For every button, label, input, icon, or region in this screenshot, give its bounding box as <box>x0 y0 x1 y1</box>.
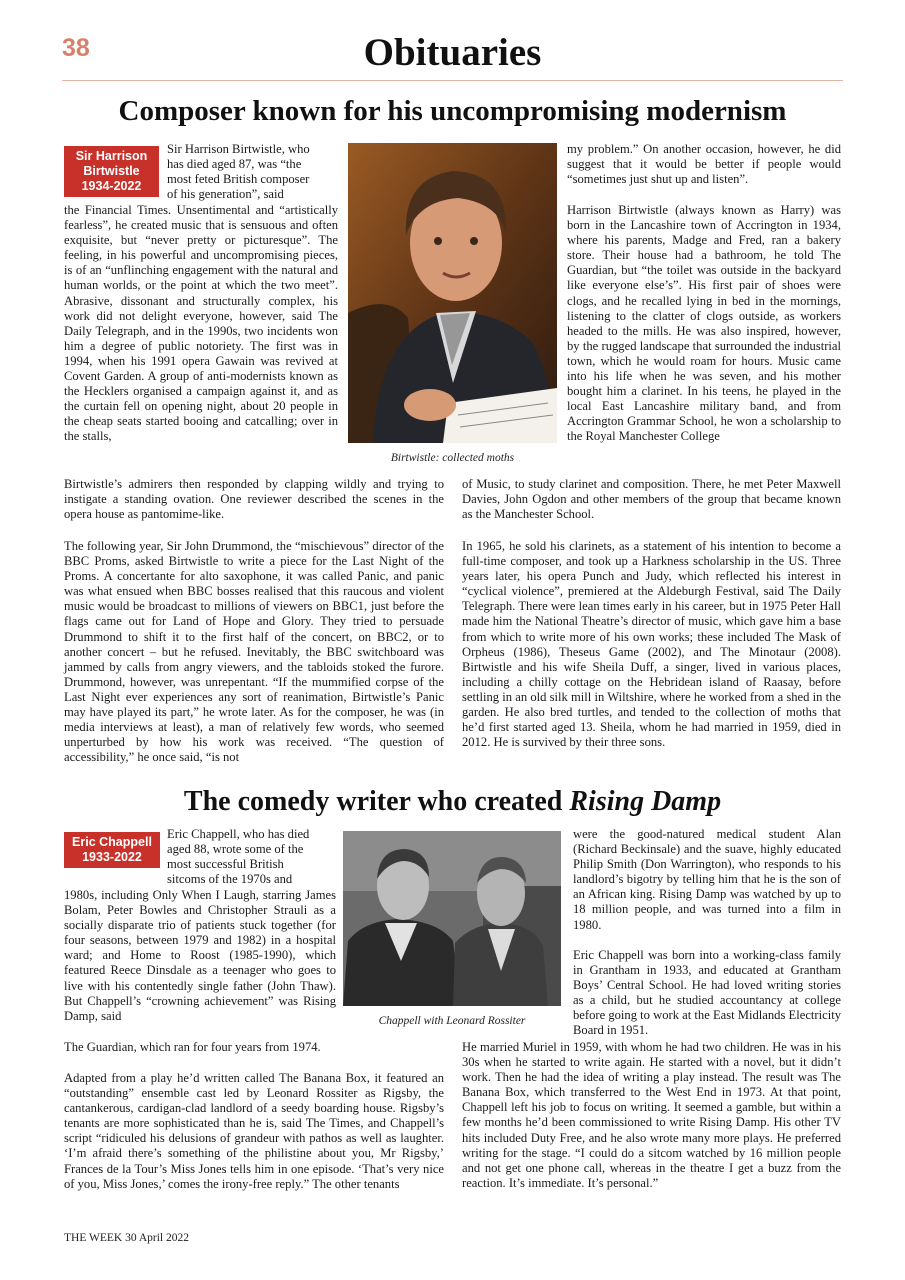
story2-headline <box>0 786 905 818</box>
story1-left-para1-cont: Birtwistle’s admirers then responded by clapping wildly and trying to instigate a standing ovation. One reviewer described the scenes in the opera house as pantomime-like. <box>64 477 444 522</box>
intro-line: has died aged 87, was “the <box>167 157 302 172</box>
badge-name: Eric Chappell <box>72 835 152 849</box>
story2-right-para1: were the good-natured medical student Alan (Richard Beckinsale) and the suave, highly educated Philip Smith (Don Warrington), who responds to his landlord’s bigotry by telling him that he is the son of an African king. Rising Damp was watched by up to 18 million people, and was turned into a film in 1980. <box>573 827 841 932</box>
intro-line: aged 88, wrote some of the <box>167 842 304 857</box>
birtwistle-caption: Birtwistle: collected moths <box>390 452 515 464</box>
chappell-photo <box>343 831 561 1006</box>
story1-left-para1: the Financial Times. Unsentimental and “artistically fearless”, he created music that is sensuous and often exquisite, but “never pretty or picturesque”. The feeling, in his powerful and uncompromising pieces, is of an “unflinching engagement with the natural and human worlds, or the point at which the two meet”. Abrasive, dissonant and structurally complex, his work did not delight everyone, however, said The Daily Telegraph, and in the 1990s, two incidents won him a degree of public notoriety. The first was in 1994, when his 1991 opera Gawain was revived at Covent Garden. A group of anti-modernists known as the Hecklers organised a campaign against it, and as the curtain fell on opening night, about 20 people in the cheap seats started booing and catcalling; over in the stalls, <box>64 203 338 444</box>
intro-line: most feted British composer <box>167 172 310 187</box>
story2-headline-italic: Rising Damp <box>569 786 722 817</box>
story1-headline: Composer known for his uncompromising modernism <box>118 95 787 127</box>
story2-intro <box>167 827 339 887</box>
story2-right-para2-cont: He married Muriel in 1959, with whom he had two children. He was in his 30s when he started to write again. He started with a novel, but it didn’t work. Then he had the idea of writing a play instead. The result was The Banana Box, which transferred to the West End in 1973. At that point, Chappell left his job to focus on writing. It seemed a gamble, but within a few months he’d been commissioned to write Rising Damp. His other TV hits included Duty Free, and he also wrote many more plays. He preferred writing for the stage. “I could do a sitcom watched by 16 million people and not get one phone call, whereas in the theatre I get a buzz from the reaction. It’s immediate. It’s personal.” <box>462 1040 841 1190</box>
story1-badge <box>64 146 159 197</box>
badge-name-line2: Birtwistle <box>83 164 140 178</box>
story2-left-para2: Adapted from a play he’d written called The Banana Box, it featured an “outstanding” ensemble cast led by Leonard Rossiter as Rigsby, the cantankerous, cardigan-clad landlord of a seedy boarding house. Rigsby’s tenants are more sophisticated than he is, said The Times, and Chappell’s script “ridiculed his delusions of grandeur with pathos as well as laughter. ‘I’m afraid there’s something of the philistine about you, Mr Rigsby,’ Frances de la Tour’s Miss Jones tells him in one episode. ‘That’s very nice of you, Miss Jones,’ comes the irony-free reply.” The other tenants <box>64 1071 444 1191</box>
story2-left-para1-cont: The Guardian, which ran for four years from 1974. <box>64 1040 321 1054</box>
birtwistle-photo <box>348 143 557 443</box>
footer-issue: THE WEEK 30 April 2022 <box>64 1232 189 1244</box>
story1-right-para3: In 1965, he sold his clarinets, as a statement of his intention to become a full-time composer, and took up a Harkness scholarship in the US. Three years later, his opera Punch and Judy, which reflected his interest in “cyclical violence”, premiered at the Aldeburgh Festival, said The Daily Telegraph. There were lean times early in his career, but in 1975 Peter Hall made him the National Theatre’s director of music, which gave him a base from which to write more of his own works; these included The Mask of Orpheus (1986), Theseus Game (2002), and The Minotaur (2008). Birtwistle and his wife Sheila Duff, a singer, lived in various places, including a chilly cottage on the Hebridean island of Raasay, before settling in an old silk mill in Wiltshire, where he worked from a shed in the garden. He also bred turtles, and tended to the collection of moths that he’d first started aged 13. Sheila, whom he had married in 1959, died in 2012. He is survived by their three sons. <box>462 539 841 750</box>
story1-left-para2: The following year, Sir John Drummond, the “mischievous” director of the BBC Proms, asked Birtwistle to write a piece for the Last Night of the Proms. A concertante for alto saxophone, it was called Panic, and panic was what ensued when BBC bosses realised that this raucous and violent music would be broadcast to millions of viewers on BBC1, just before the flags came out for Land of Hope and Glory. They tried to persuade Drummond to shift it to the first half of the concert, on BBC2, or to another concert – but he refused. Inevitably, the BBC switchboard was jammed by calls from angry viewers, and the tabloids stoked the furore. Drummond, however, was unrepentant. “If the mummified corpse of the Last Night ever experiences any sort of reanimation, Birtwistle’s Panic may have played its part,” he wrote later. As for the composer, he was (in media interviews at least), a man of relatively few words, who seemed unperturbed by how his work was received. “The question of accessibility,” he once said, “is not <box>64 539 444 765</box>
story2-headline-text: The comedy writer who created <box>183 786 570 817</box>
intro-line: Eric Chappell, who has died <box>167 827 310 841</box>
chappell-caption: Chappell with Leonard Rossiter <box>378 1015 526 1027</box>
intro-line: most successful British <box>167 857 284 872</box>
page-number: 38 <box>62 34 90 62</box>
story2-right-para2: Eric Chappell was born into a working-class family in Grantham in 1933, and educated at Grantham Boys’ Central School. He had loved writing stories as a child, but he studied accountancy at college before going to work at the East Midlands Electricity Board in 1951. <box>573 948 841 1038</box>
intro-line: sitcoms of the 1970s and <box>167 872 293 887</box>
intro-line: Sir Harrison Birtwistle, who <box>167 142 310 156</box>
story1-right-para1: my problem.” On another occasion, however, he did suggest that it would be better if people would “sometimes just shut up and listen”. <box>567 142 841 187</box>
badge-years: 1933-2022 <box>82 850 142 864</box>
story1-right-para2: Harrison Birtwistle (always known as Harry) was born in the Lancashire town of Accrington in 1934, where his parents, Madge and Fred, ran a bakery store. Their house had a bathroom, he told The Guardian, but “the toilet was outside in the backyard like everyone else’s”. His first pair of shoes were clogs, and he recalled lying in bed in the mornings, listening to the clatter of clogs outside, as workers headed to the mills. He was also inspired, however, by the rugged landscape that surrounded the industrial town, which he would roam for hours. Music came into his life when he was seven, and his mother bought him a clarinet. In his teens, he played in the local East Lancashire military band, and from Accrington Grammar School, he won a scholarship to the Royal Manchester College <box>567 203 841 444</box>
badge-name-line1: Sir Harrison <box>75 149 148 163</box>
story2-badge <box>64 832 160 868</box>
intro-line: of his generation”, said <box>167 187 284 202</box>
story1-right-para2-cont: of Music, to study clarinet and composition. There, he met Peter Maxwell Davies, John Ogdon and other members of the group that became known as the Manchester School. <box>462 477 841 522</box>
header-rule <box>62 80 843 81</box>
badge-years: 1934-2022 <box>81 179 142 193</box>
story2-left-para1: 1980s, including Only When I Laugh, starring James Bolam, Peter Bowles and Christopher Strauli as a socially disparate trio of patients stuck together (for four seasons, between 1979 and 1982) in a hospital ward; and Home to Roost (1985-1990), which featured Reece Dinsdale as a teenager who goes to live with his contentedly single father (John Thaw). But Chappell’s “crowning achievement” was Rising Damp, said <box>64 888 336 1023</box>
section-title: Obituaries <box>363 31 542 74</box>
story1-intro <box>167 142 339 202</box>
chappell-rossiter-image <box>343 831 561 1006</box>
birtwistle-portrait-image <box>348 143 557 443</box>
